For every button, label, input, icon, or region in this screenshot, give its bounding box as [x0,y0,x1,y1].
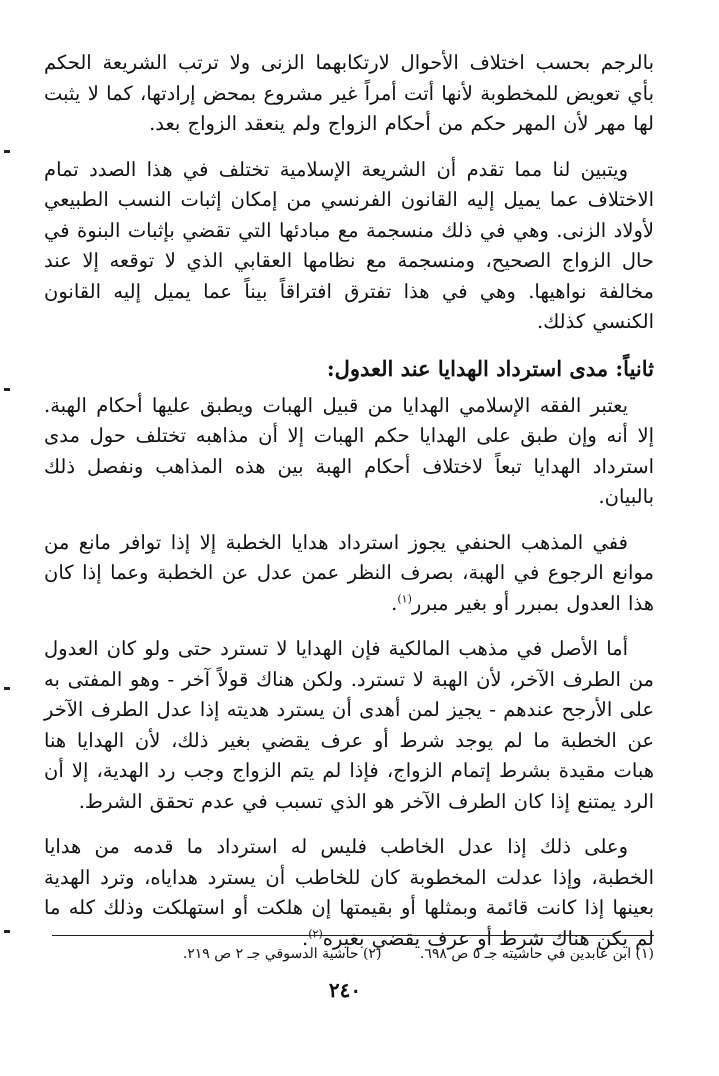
footnote-2: (٢) حاشية الدسوقي جـ ٢ ص ٢١٩. [182,946,382,962]
scan-edge-mark [4,687,10,690]
footnote-ref-1: (١) [397,592,412,605]
paragraph-4-text: ففي المذهب الحنفي يجوز استرداد هدايا الخطبة إلا إذا توافر مانع من موانع الرجوع في الهبة، بصرف النظر عمن عدل عن الخطبة وعما إذا كان هذا العدول بمبرر أو بغير مبرر [44,530,654,615]
scan-edge-mark [4,388,10,391]
paragraph-3: يعتبر الفقه الإسلامي الهدايا من قبيل الهبات ويطبق عليها أحكام الهبة. إلا أنه وإن طبق على الهدايا حكم الهبات إلا أن مذاهبه تختلف حول مدى استرداد الهدايا تبعاً لاختلاف أحكام الهبة بين هذه المذاهب ونفصل ذلك بالبيان. [44,393,654,508]
scan-edge-mark [4,930,10,933]
section-heading: ثانياً: مدى استرداد الهدايا عند العدول: [326,355,654,381]
scan-edge-mark [4,150,10,153]
paragraph-5: أما الأصل في مذهب المالكية فإن الهدايا لا تسترد حتى ولو كان العدول من الطرف الآخر، لأن الهبة لا تسترد. ولكن هناك قولاً آخر - وهو المفتى به على الأرجح عندهم - يجيز لمن أهدى أن يسترد هديته إذا عدل الطرف الآخر عن الخطبة ما لم يوجد شرط أو عرف يقضي بغير ذلك، لأن الهدايا هنا هبات مقيدة بشرط إتمام الزواج، فإذا لم يتم الزواج وجب رد الهدية، إلا أن الرد يمتنع إذا كان الطرف الآخر هو الذي تسبب في عدم تحقق الشرط. [44,637,654,813]
paragraph-4 [44,528,654,620]
paragraph-2: ويتبين لنا مما تقدم أن الشريعة الإسلامية تختلف في هذا الصدد تمام الاختلاف عما يميل إليه القانون الفرنسي من إمكان إثبات النسب الطبيعي لأولاد الزنى. وهي في ذلك منسجمة مع مبادئها التي تقضي بإثبات البنوة في حال الزواج الصحيح، ومنسجمة مع نظامها العقابي الذي لا توقعه إلا عند مخالفة نواهيها. وهي في هذا تفترق افتراقاً بيناً عما يميل إليه القانون الكنسي كذلك. [44,157,654,333]
page-number: ٢٤٠ [328,978,362,1002]
footnote-ref-2: (٢) [308,927,323,940]
footnote-1: (١) ابن عابدين في حاشيته جـ ٥ ص ٦٩٨. [419,946,654,962]
page-body [44,48,654,969]
paragraph-6-text: وعلى ذلك إذا عدل الخاطب فليس له استرداد ما قدمه من هدايا الخطبة، وإذا عدلت المخطوبة كان للخاطب أن يسترد هداياه، وترد الهدية بعينها إذا كانت قائمة وبمثلها أو بقيمتها إن هلكت أو استهلكت وذلك كله ما لم يكن هناك شرط أو عرف يقضي بغيره [44,835,654,950]
footnotes [60,944,654,964]
paragraph-6-end: . [302,926,309,950]
paragraph-4-end: . [391,591,398,615]
footnote-divider [52,935,654,936]
paragraph-1: بالرجم بحسب اختلاف الأحوال لارتكابهما الزنى ولا ترتب الشريعة الحكم بأي تعويض للمخطوبة لأنها أتت أمراً غير مشروع بمحض إرادتها، كما لا يثبت لها مهر لأن المهر حكم من أحكام الزواج ولم ينعقد الزواج بعد. [44,51,654,135]
